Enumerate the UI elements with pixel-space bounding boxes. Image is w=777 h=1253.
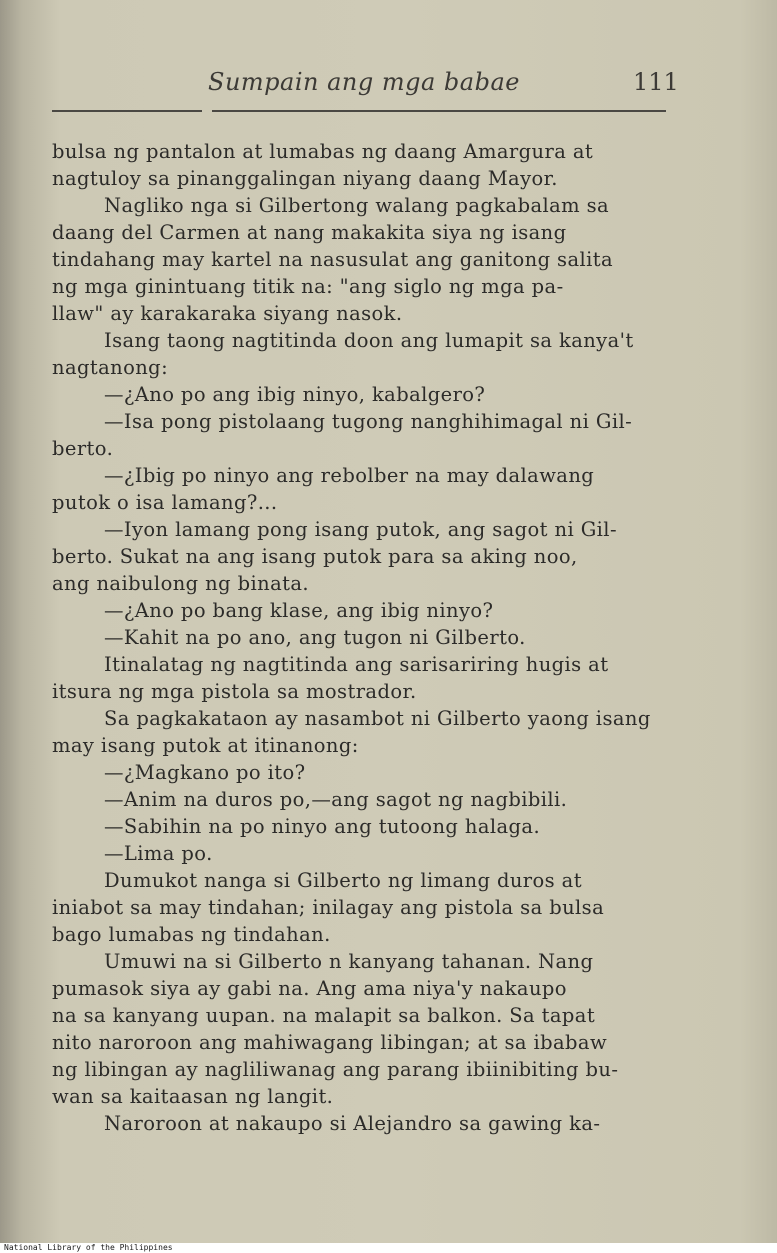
text-line: Naroroon at nakaupo si Alejandro sa gawing ka- <box>104 1112 601 1135</box>
text-line: iniabot sa may tindahan; inilagay ang pistola sa bulsa <box>52 896 605 919</box>
text-line: bago lumabas ng tindahan. <box>52 923 331 946</box>
text-line: —¿Ibig po ninyo ang rebolber na may dalawang <box>104 464 595 487</box>
page-number: 111 <box>633 68 679 96</box>
text-line: —¿Magkano po ito? <box>104 761 306 784</box>
text-line: berto. <box>52 437 114 460</box>
text-line: bulsa ng pantalon at lumabas ng daang Amargura at <box>52 140 594 163</box>
text-line: tindahang may kartel na nasusulat ang ganitong salita <box>52 248 614 271</box>
text-line: na sa kanyang uupan. na malapit sa balkon. Sa tapat <box>52 1004 596 1027</box>
text-line: ang naibulong ng binata. <box>52 572 309 595</box>
text-line: —¿Ano po ang ibig ninyo, kabalgero? <box>104 383 486 406</box>
text-line: llaw" ay karakaraka siyang nasok. <box>52 302 403 325</box>
text-line: wan sa kaitaasan ng langit. <box>52 1085 334 1108</box>
text-line: —Iyon lamang pong isang putok, ang sagot ni Gil- <box>104 518 617 541</box>
text-line: —Kahit na po ano, ang tugon ni Gilberto. <box>104 626 526 649</box>
text-line: nito naroroon ang mahiwagang libingan; at sa ibabaw <box>52 1031 608 1054</box>
text-line: berto. Sukat na ang isang putok para sa aking noo, <box>52 545 578 568</box>
header-rule-left <box>52 110 202 112</box>
text-line: Nagliko nga si Gilbertong walang pagkabalam sa <box>104 194 610 217</box>
text-line: —Isa pong pistolaang tugong nanghihimagal ni Gil- <box>104 410 633 433</box>
text-line: Itinalatag ng nagtitinda ang sarisariring hugis at <box>104 653 609 676</box>
text-line: itsura ng mga pistola sa mostrador. <box>52 680 417 703</box>
text-line: —¿Ano po bang klase, ang ibig ninyo? <box>104 599 494 622</box>
text-line: may isang putok at itinanong: <box>52 734 359 757</box>
page-header <box>0 68 777 102</box>
text-line: ng libingan ay nagliliwanag ang parang ibiinibiting bu- <box>52 1058 619 1081</box>
text-line: —Sabihin na po ninyo ang tutoong halaga. <box>104 815 541 838</box>
text-line: Dumukot nanga si Gilberto ng limang duros at <box>104 869 582 892</box>
body-text <box>52 138 677 1137</box>
header-rule-right <box>212 110 666 112</box>
text-line: putok o isa lamang?... <box>52 491 278 514</box>
library-credit: National Library of the Philippines <box>4 1243 173 1252</box>
text-line: —Lima po. <box>104 842 213 865</box>
text-line: ng mga ginintuang titik na: "ang siglo ng mga pa- <box>52 275 564 298</box>
text-line: Isang taong nagtitinda doon ang lumapit sa kanya't <box>104 329 634 352</box>
text-line: Sa pagkakataon ay nasambot ni Gilberto yaong isang <box>104 707 651 730</box>
text-line: nagtanong: <box>52 356 169 379</box>
text-line: Umuwi na si Gilberto n kanyang tahanan. Nang <box>104 950 594 973</box>
running-title: Sumpain ang mga babae <box>208 68 520 96</box>
text-line: nagtuloy sa pinanggalingan niyang daang Mayor. <box>52 167 558 190</box>
text-line: pumasok siya ay gabi na. Ang ama niya'y nakaupo <box>52 977 567 1000</box>
text-line: —Anim na duros po,—ang sagot ng nagbibili. <box>104 788 568 811</box>
text-line: daang del Carmen at nang makakita siya ng isang <box>52 221 567 244</box>
